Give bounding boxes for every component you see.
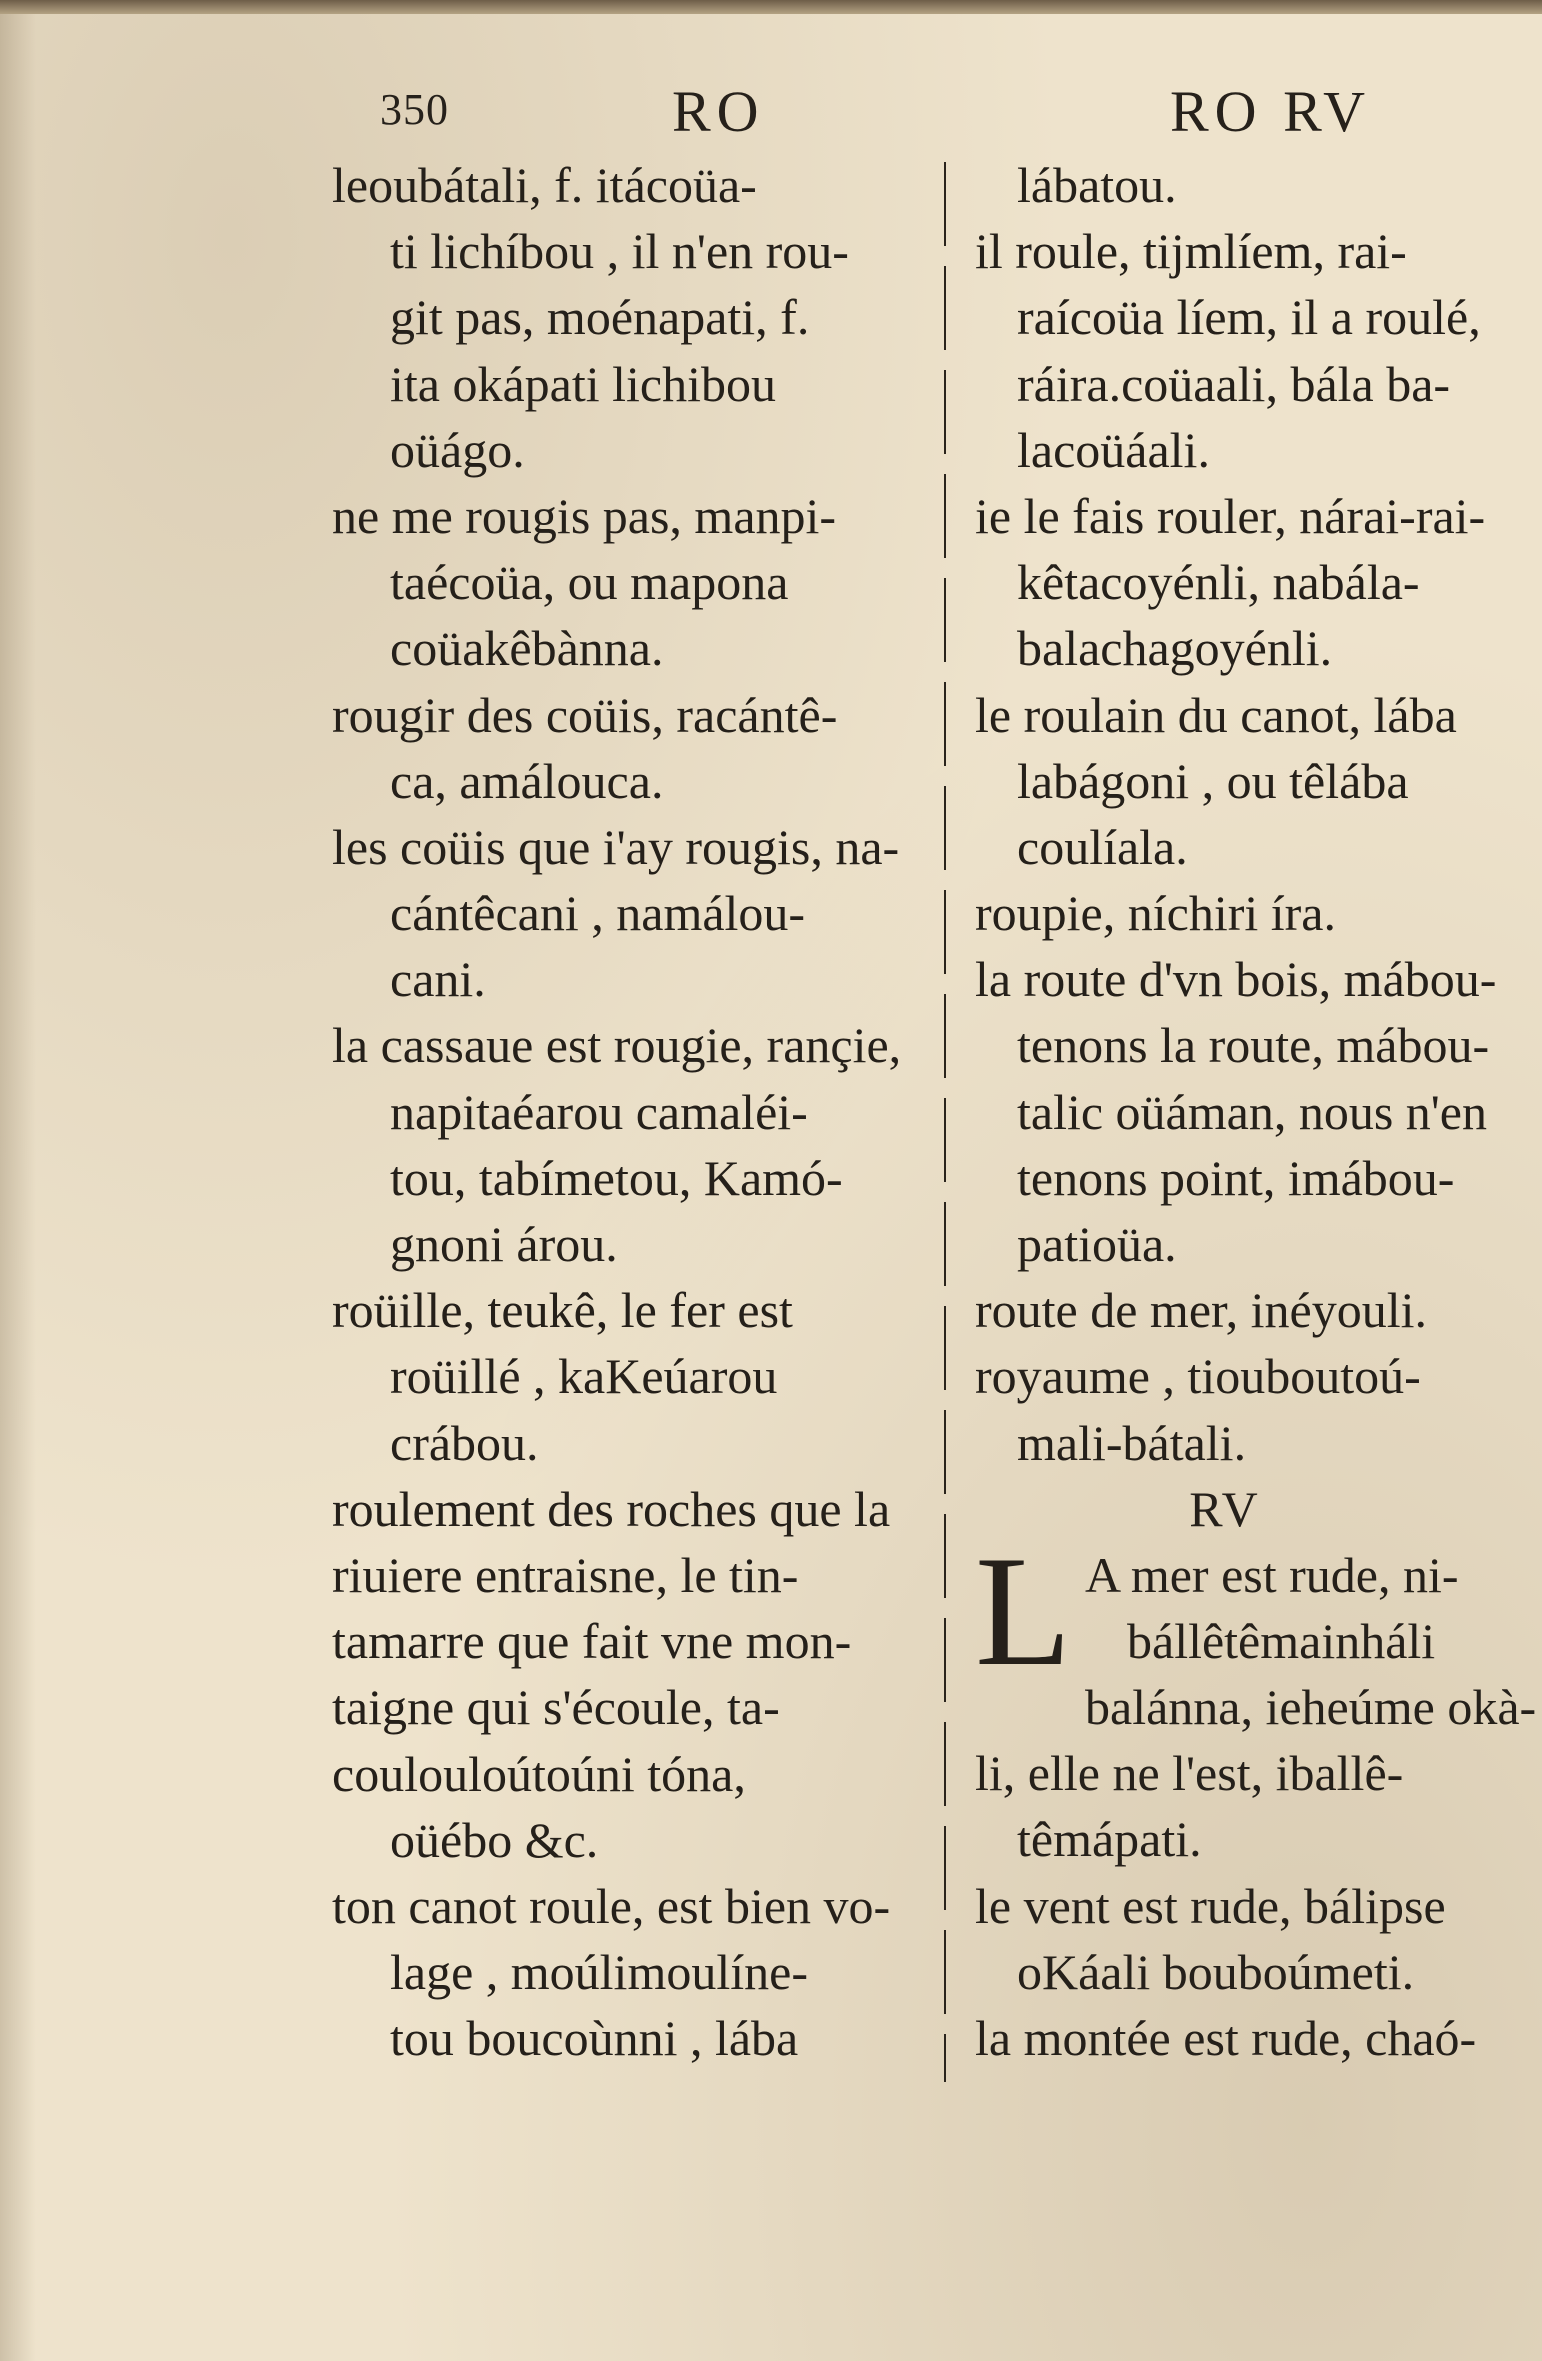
text-line: il roule, tijmlíem, rai- [975, 223, 1407, 280]
text-line: ita okápati lichibou [390, 355, 777, 412]
text-line: le roulain du canot, lába [975, 686, 1457, 743]
dropcap-letter: L [975, 1523, 1072, 1699]
text-line: la montée est rude, chaó- [975, 2009, 1477, 2066]
text-line: tenons point, imábou- [1017, 1149, 1455, 1206]
dropcap-lines [1085, 1542, 1515, 1674]
text-line: ne me rougis pas, manpi- [332, 487, 837, 544]
text-line: talic oüáman, nous n'en [1017, 1083, 1487, 1140]
text-line: git pas, moénapati, f. [390, 289, 810, 346]
text-line: gnoni árou. [390, 1216, 618, 1272]
text-line: coulíala. [1017, 818, 1188, 875]
text-line: labágoni , ou têlába [1017, 752, 1409, 809]
text-line: tou, tabímetou, Kamó- [390, 1149, 843, 1206]
text-line: la cassaue est rougie, rançie, [332, 1017, 902, 1074]
text-line: taécoüa, ou mapona [390, 554, 789, 611]
text-line: tamarre que fait vne mon- [332, 1613, 852, 1670]
text-line: napitaéarou camaléi- [390, 1083, 808, 1140]
text-line: coulouloútoúni tóna, [332, 1745, 746, 1802]
left-column [332, 152, 922, 2071]
text-line: coüakêbànna. [390, 620, 664, 677]
text-line: balachagoyénli. [1017, 620, 1333, 677]
text-line: A mer est rude, ni- [1085, 1546, 1459, 1603]
text-line: cántêcani , namálou- [390, 885, 806, 942]
text-line: crábou. [390, 1414, 539, 1471]
text-line: tenons la route, mábou- [1017, 1017, 1490, 1074]
text-line: roulement des roches que la [332, 1480, 891, 1537]
text-line: roüillé , kaKeúarou [390, 1348, 778, 1405]
text-line: tou boucoùnni , lába [390, 2010, 799, 2067]
text-line: ti lichíbou , il n'en rou- [390, 223, 849, 280]
text-line: bállêtêmainháli [1127, 1613, 1436, 1670]
text-line: lage , moúlimoulíne- [390, 1944, 808, 2001]
text-line: ton canot roule, est bien vo- [332, 1877, 891, 1934]
running-head-left: RO [672, 79, 765, 144]
text-line: oüágo. [390, 421, 525, 478]
text-line: mali-bátali. [1017, 1414, 1247, 1471]
text-line: ca, amálouca. [390, 752, 664, 809]
text-line: roupie, níchiri íra. [975, 885, 1336, 942]
right-column [975, 152, 1537, 2071]
text-line: taigne qui s'écoule, ta- [332, 1679, 780, 1736]
text-line: cani. [390, 951, 486, 1008]
text-line: raícoüa líem, il a roulé, [1017, 289, 1481, 346]
text-line: les coüis que i'ay rougis, na- [332, 818, 900, 875]
text-line: lacoüáali. [1017, 421, 1210, 478]
text-line: li, elle ne l'est, iballê- [975, 1745, 1404, 1802]
text-line: balánna, ieheúme okà- [1085, 1678, 1537, 1735]
text-line: riuiere entraisne, le tin- [332, 1546, 799, 1603]
text-line: la route d'vn bois, mábou- [975, 951, 1497, 1008]
page-number: 350 [380, 85, 449, 134]
text-line: patioüa. [1017, 1216, 1177, 1272]
text-line: rougir des coüis, racántê- [332, 686, 838, 743]
page-header [0, 78, 1542, 148]
text-line: lábatou. [1017, 157, 1177, 213]
text-line: royaume , tiouboutoú- [975, 1348, 1421, 1405]
text-line: leoubátali, f. itácoüa- [332, 157, 757, 213]
text-line: têmápati. [1017, 1811, 1202, 1868]
text-line: roüille, teukê, le fer est [332, 1282, 793, 1339]
section-heading: RV [1189, 1480, 1261, 1537]
text-line: ie le fais rouler, nárai-rai- [975, 487, 1486, 544]
page-top-edge [0, 0, 1542, 14]
text-line: kêtacoyénli, nabála- [1017, 554, 1420, 611]
text-line: oKáali bouboúmeti. [1017, 1943, 1415, 2000]
text-line: oüébo &c. [390, 1811, 599, 1868]
dropcap-paragraph [975, 1523, 1515, 1699]
text-line: route de mer, inéyouli. [975, 1282, 1428, 1339]
text-line: ráira.coüaali, bála ba- [1017, 355, 1451, 412]
text-line: le vent est rude, bálipse [975, 1877, 1446, 1934]
column-divider [944, 162, 946, 2082]
running-head-right: RO RV [1170, 79, 1371, 144]
